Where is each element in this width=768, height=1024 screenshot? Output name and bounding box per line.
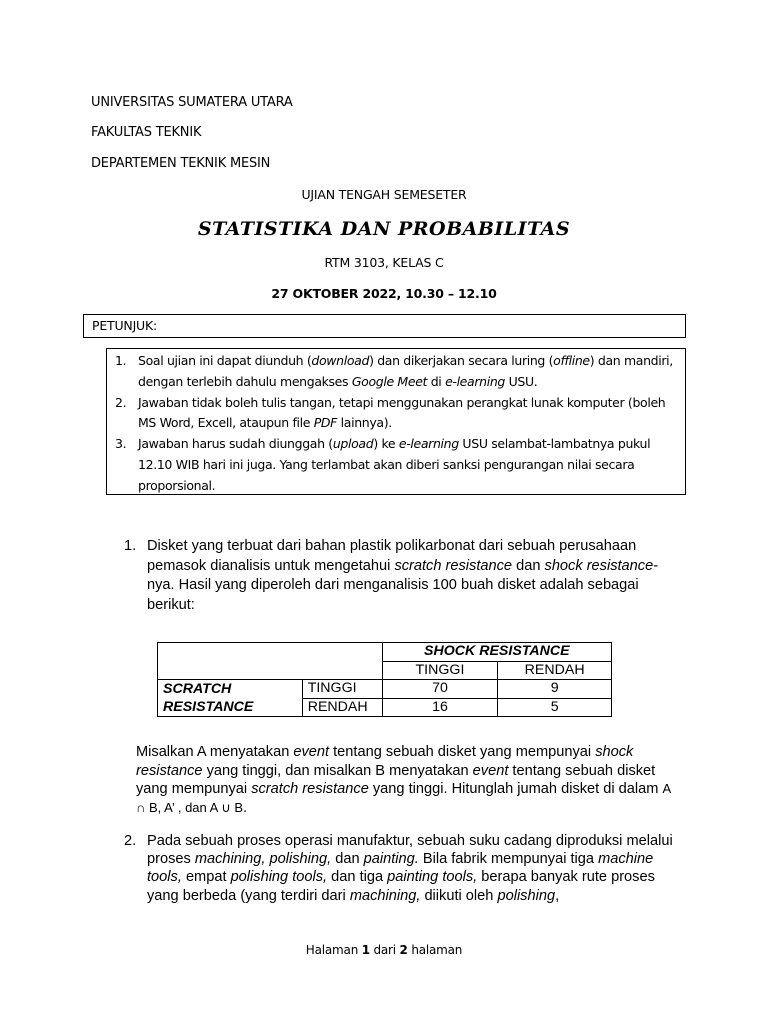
instruction-emphasis: offline (553, 353, 590, 368)
question-text: Disket yang terbuat dari bahan plastik polikarbonat dari sebuah perusahaan pemasok dianalisis untuk mengetahui (147, 538, 637, 574)
instruction-emphasis: download (311, 353, 370, 368)
instruction-text: di (427, 373, 446, 389)
instruction-text: lainnya). (337, 415, 392, 431)
contingency-table (157, 642, 612, 717)
question-text: empat (181, 869, 231, 886)
question-text: Bila fabrik mempunyai tiga (418, 851, 599, 868)
table-cell: 16 (382, 698, 498, 717)
instructions-label-box (83, 314, 686, 338)
instruction-text: ) ke (373, 436, 399, 452)
question-2 (124, 832, 682, 905)
university-name: UNIVERSITAS SUMATERA UTARA (91, 95, 293, 110)
course-code: RTM 3103, KELAS C (324, 255, 444, 270)
question-text: yang tinggi, dan misalkan B menyatakan (202, 762, 473, 779)
question-text: tentang sebuah disket yang mempunyai (136, 762, 656, 798)
question-emphasis: painting tools, (387, 869, 478, 886)
question-text: yang tinggi. Hitunglah jumah disket di dalam (368, 781, 663, 798)
table-corner-cell (158, 643, 383, 680)
set-expression: ∩ B, A’ , dan A ∪ (136, 800, 235, 816)
instruction-text: USU. (504, 373, 538, 389)
instructions-list (115, 351, 679, 497)
instruction-text: Soal ujian ini dapat diunduh ( (138, 353, 312, 368)
faculty-name: FAKULTAS TEKNIK (91, 125, 202, 140)
instruction-emphasis: e-learning (398, 436, 459, 452)
instruction-number: 2. (115, 394, 127, 410)
instruction-emphasis: PDF (313, 415, 338, 431)
instruction-item (115, 351, 679, 393)
instructions-box (106, 348, 686, 495)
table-row (158, 680, 612, 699)
instruction-item (115, 434, 679, 496)
instruction-text: Jawaban tidak boleh tulis tangan, tetapi menggunakan perangkat lunak komputer (boleh MS Word, Excell, ataupun file (138, 394, 666, 431)
total-page-count: 2 (399, 943, 408, 957)
instructions-label: PETUNJUK: (92, 318, 158, 333)
current-page-number: 1 (361, 943, 370, 957)
table-row (158, 698, 612, 717)
question-text: . (243, 800, 248, 817)
table-cell: 9 (498, 680, 612, 699)
question-text: dan (331, 851, 364, 868)
question-text: , (555, 887, 560, 904)
question-1-follow-up (136, 743, 682, 818)
instruction-text: ) dan mandiri, dengan terlebih dahulu mengakses (138, 353, 673, 389)
question-emphasis: event (472, 762, 509, 779)
question-text: Pada sebuah proses operasi manufaktur, sebuah suku cadang diproduksi melalui proses (147, 833, 673, 868)
question-emphasis: shock resistance (544, 557, 654, 574)
question-emphasis: machine tools, (147, 851, 654, 886)
question-number: 2. (124, 833, 137, 849)
question-emphasis: painting. (363, 851, 419, 868)
question-text: -nya. Hasil yang diperoleh dari menganalisis 100 buah disket adalah sebagai berikut: (147, 557, 659, 613)
document-title: STATISTIKA DAN PROBABILITAS (197, 218, 571, 240)
instruction-number: 1. (115, 353, 127, 368)
table-cell: 70 (382, 680, 498, 699)
set-symbol: B (234, 800, 244, 816)
exam-date: 27 OKTOBER 2022, 10.30 – 12.10 (271, 286, 497, 301)
footer-text: dari (369, 943, 400, 957)
table-row-header: RENDAH (302, 698, 382, 717)
instruction-number: 3. (115, 436, 127, 452)
question-emphasis: shock resistance (136, 744, 634, 779)
question-emphasis: event (293, 744, 330, 760)
question-emphasis: machining, polishing, (194, 851, 332, 868)
instruction-emphasis: upload (332, 436, 374, 452)
exam-name: UJIAN TENGAH SEMESETER (301, 187, 467, 202)
instruction-emphasis: e-learning (445, 373, 505, 389)
department-name: DEPARTEMEN TEKNIK MESIN (91, 156, 271, 171)
question-emphasis: machining, (349, 887, 421, 904)
page-footer (0, 943, 768, 957)
set-symbol: A (662, 781, 671, 797)
instruction-emphasis: Google Meet (351, 373, 428, 389)
instruction-text: ) dan dikerjakan secara luring ( (369, 353, 554, 368)
question-text: diikuti oleh (420, 887, 498, 904)
instruction-text: Jawaban harus sudah diunggah ( (138, 436, 333, 452)
instruction-item (115, 393, 679, 435)
question-emphasis: polishing tools, (230, 869, 328, 886)
table-row-header: TINGGI (302, 680, 382, 699)
question-text: dan (512, 557, 545, 574)
table-column-header: RENDAH (498, 661, 612, 680)
question-emphasis: scratch resistance (394, 557, 513, 574)
question-text: dan tiga (327, 869, 388, 886)
footer-text: Halaman (305, 943, 362, 957)
question-text: tentang sebuah disket yang mempunyai (329, 744, 596, 760)
instruction-text: USU selambat-lambatnya pukul 12.10 WIB hari ini juga. Yang terlambat akan diberi sanksi pengurangan nilai secara proporsional. (138, 436, 651, 493)
footer-text: halaman (407, 943, 463, 957)
table-cell: 5 (498, 698, 612, 717)
table-row-group-header: RESISTANCE (158, 698, 303, 717)
question-number: 1. (124, 538, 137, 554)
question-text: Misalkan A menyatakan (136, 744, 294, 760)
question-text: berapa banyak rute proses yang berbeda (yang terdiri dari (147, 869, 655, 904)
table-column-group-header: SHOCK RESISTANCE (382, 643, 611, 662)
question-emphasis: scratch resistance (251, 781, 369, 798)
table-column-header: TINGGI (382, 661, 498, 680)
question-emphasis: polishing (497, 887, 556, 904)
table-row (158, 643, 612, 662)
table-row-group-header: SCRATCH (158, 680, 303, 699)
question-1 (124, 537, 682, 615)
